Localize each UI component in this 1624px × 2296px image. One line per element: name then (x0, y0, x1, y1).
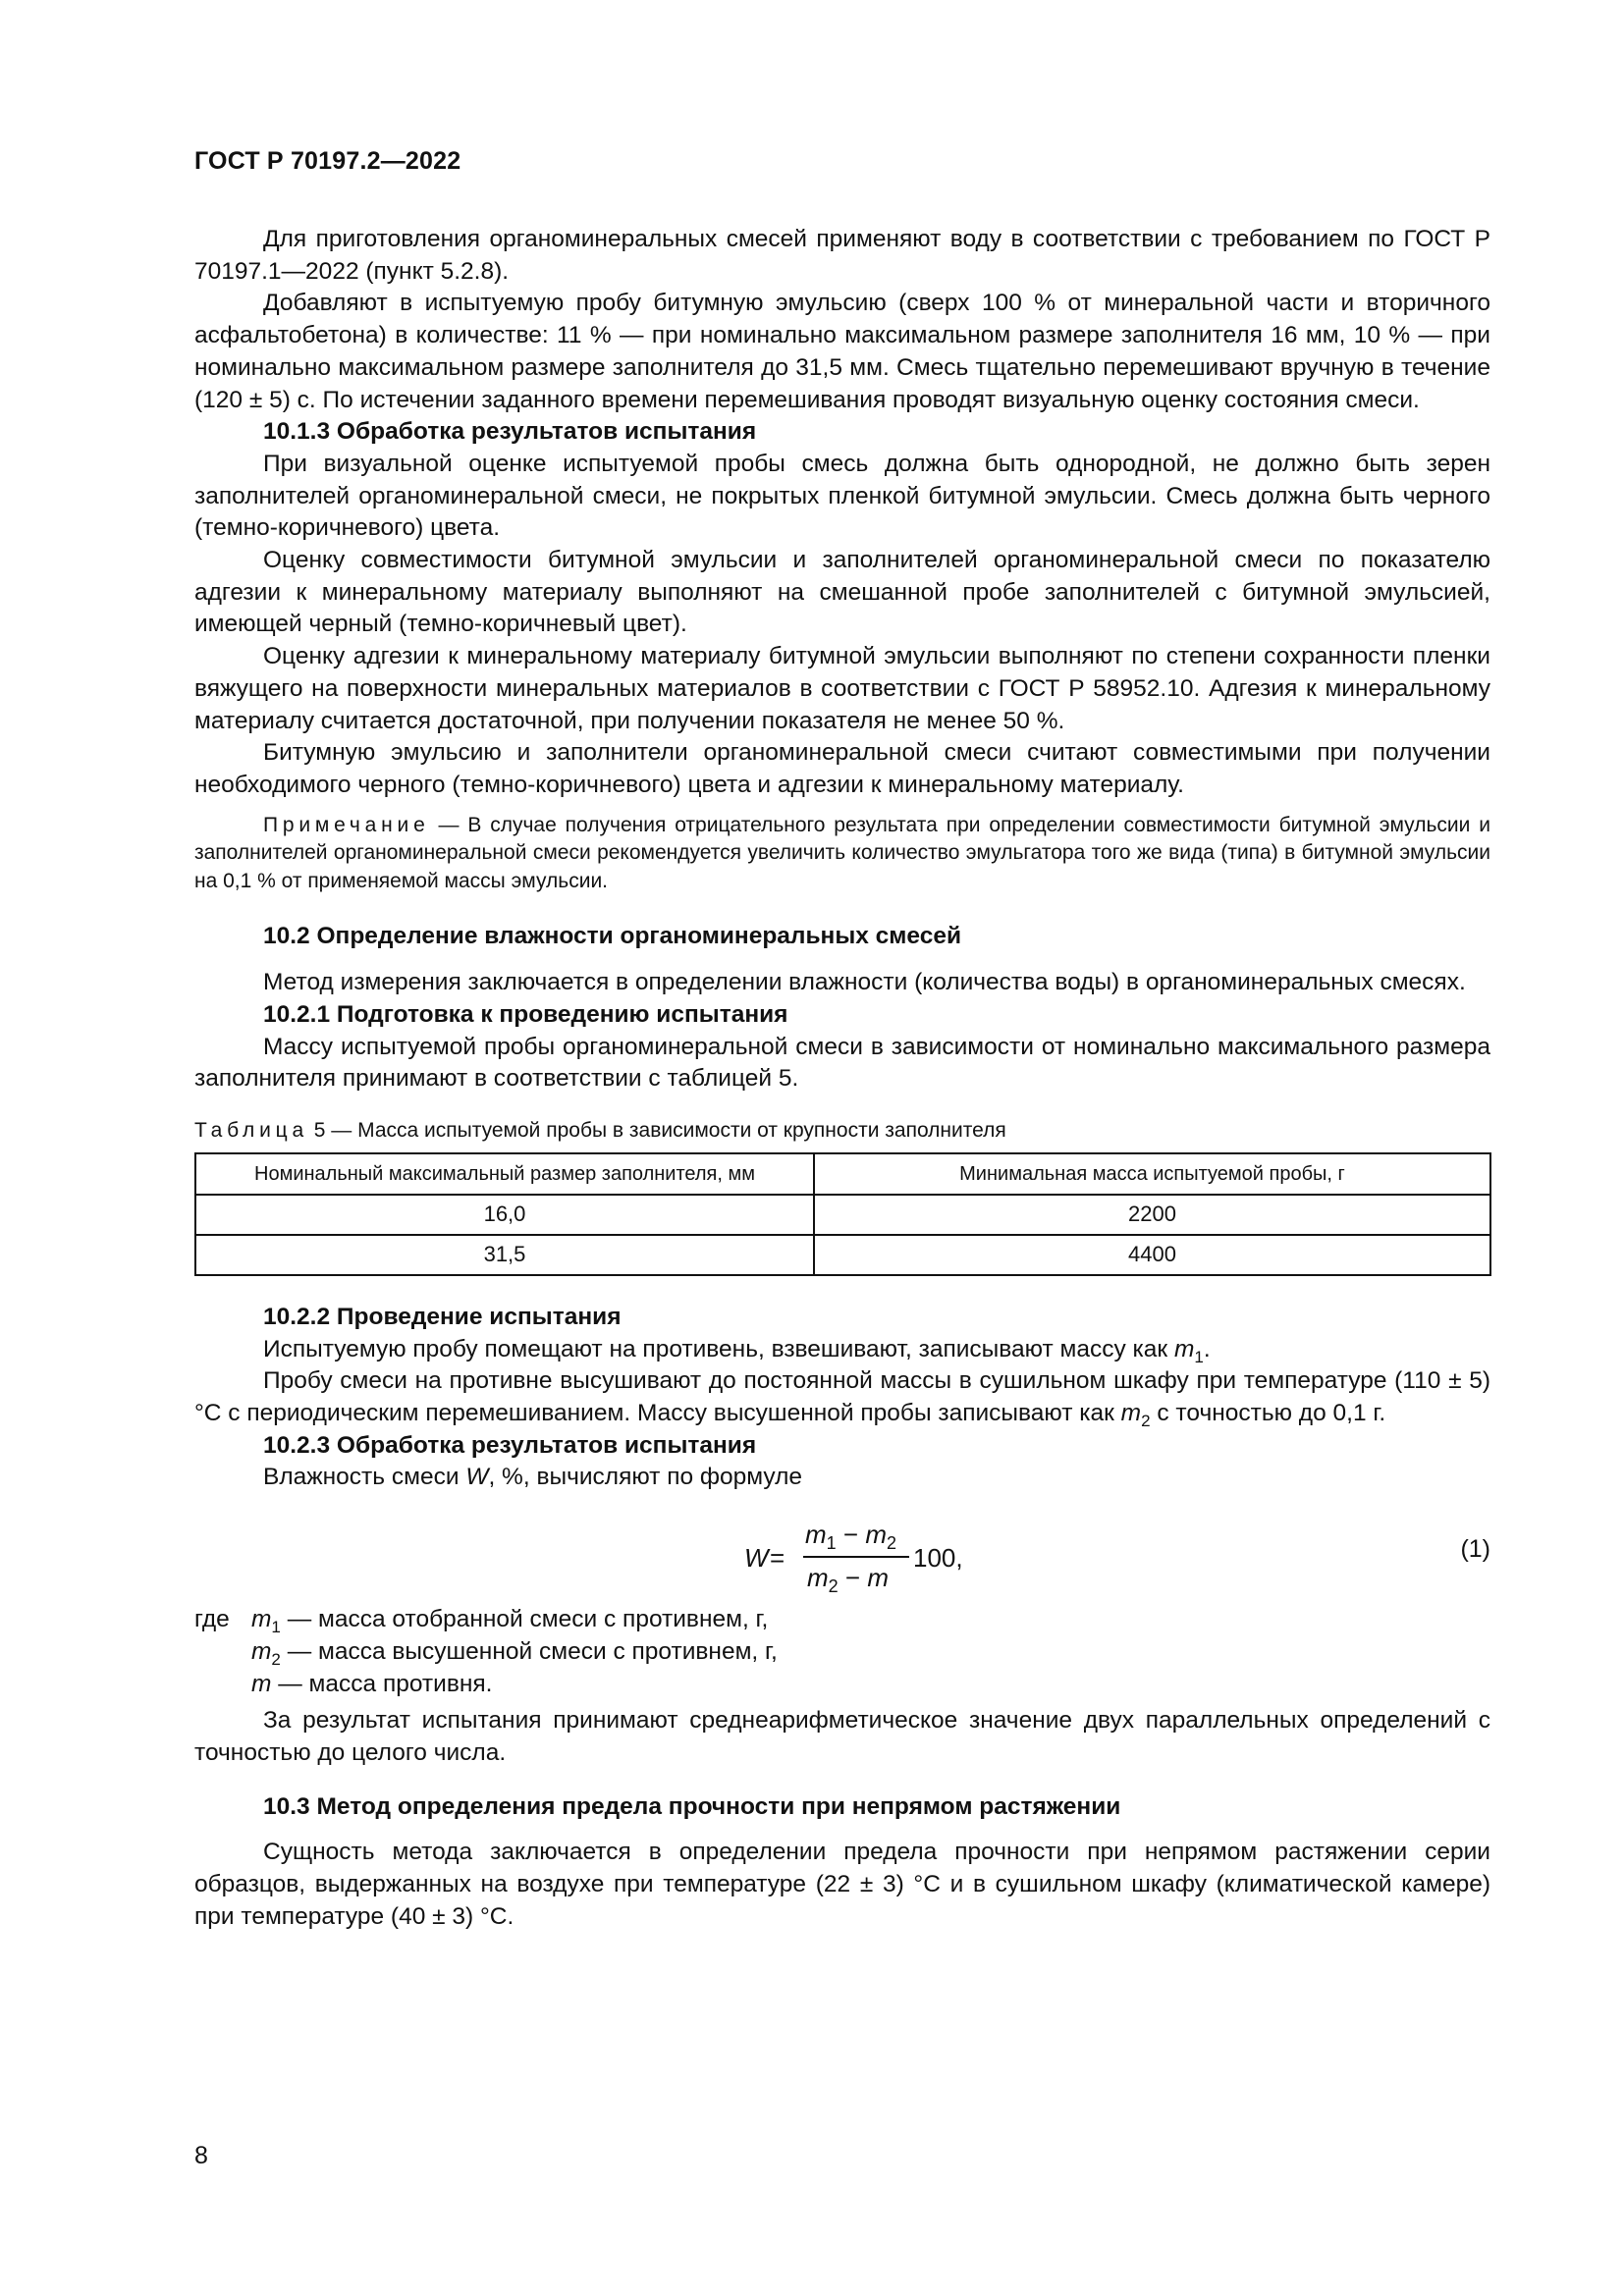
paragraph: Испытуемую пробу помещают на противень, взвешивают, записывают массу как $m_1$. (263, 1335, 1211, 1366)
table-header-cell: Минимальная масса испытуемой пробы, г (814, 1153, 1490, 1195)
subsection-heading-10-2-2: 10.2.2 Проведение испытания (263, 1303, 622, 1330)
variable: m (251, 1606, 272, 1633)
section-heading-10-3: 10.3 Метод определения предела прочности при непрямом растяжении (263, 1792, 1121, 1820)
document-header: ГОСТ Р 70197.2—2022 (194, 147, 461, 175)
paragraph: Оценку совместимости битумной эмульсии и заполнителей органоминеральной смеси по показателю адгезии к минеральному материалу выполняют на смешанной пробе заполнителей с битумной эмульсией, имеющей черный (темно-коричневый цвет). (194, 547, 1490, 638)
table-caption-text: 5 — Масса испытуемой пробы в зависимости от крупности заполнителя (307, 1118, 1006, 1142)
formula-numerator (805, 1520, 896, 1553)
sample-mass-table (194, 1152, 1491, 1276)
paragraph: Сущность метода заключается в определении предела прочности при непрямом растяжении серии образцов, выдержанных на воздухе при температуре (22 ± 3) °С и в сушильном шкафу (климатической камере) при температуре (40 ± 3) °С. (194, 1839, 1490, 1930)
paragraph: При визуальной оценке испытуемой пробы смесь должна быть однородной, не должно быть зерен заполнителей органоминеральной смеси, не покрытых пленкой битумной эмульсии. Смесь должна быть черного (темно-коричневого) цвета. (194, 450, 1490, 542)
table-caption (194, 1117, 1490, 1145)
note (194, 812, 1490, 896)
paragraph: Влажность смеси W, %, вычисляют по формуле (263, 1464, 803, 1491)
section-heading-10-2: 10.2 Определение влажности органоминеральных смесей (263, 923, 962, 950)
table-cell: 2200 (814, 1195, 1490, 1235)
variable: m (251, 1638, 272, 1666)
note-label: Примечание (263, 813, 430, 836)
subsection-heading-10-1-3: 10.1.3 Обработка результатов испытания (263, 418, 757, 446)
paragraph: Для приготовления органоминеральных смесей применяют воду в соответствии с требованием по ГОСТ Р 70197.1—2022 (пункт 5.2.8). (194, 226, 1490, 285)
table-row (195, 1235, 1490, 1275)
formula-block (194, 1500, 1490, 1596)
paragraph: Пробу смеси на противне высушивают до постоянной массы в сушильном шкафу при температуре (110 ± 5) °С с периодическим перемешиванием. Массу высушенной пробы записывают как $m_2$ с точностью до 0,1 г. (194, 1367, 1490, 1431)
variable: m (1173, 1335, 1195, 1362)
variable: m (251, 1671, 272, 1698)
formula-equals: = (770, 1543, 785, 1574)
table-cell: 16,0 (195, 1195, 814, 1235)
svg-text:m1 − m2: $m_1 - m_2$ (805, 1520, 897, 1554)
paragraph: Оценку адгезии к минеральному материалу битумной эмульсии выполняют по степени сохранности пленки вяжущего на поверхности минеральных материалов в соответствии с ГОСТ Р 58952.10. Адгезия к минеральному материалу считается достаточной, при получении показателя не менее 50 %. (194, 643, 1490, 734)
paragraph: Массу испытуемой пробы органоминеральной смеси в зависимости от номинально максимального размера заполнителя принимают в соответствии с таблицей 5. (194, 1033, 1490, 1093)
note-text: — В случае получения отрицательного результата при определении совместимости битумной эмульсии и заполнителей органоминеральной смеси рекомендуется увеличить количество эмульгатора того же вида (типа) в битумной эмульсии на 0,1 % от применяемой массы эмульсии. (194, 813, 1490, 892)
paragraph: Метод измерения заключается в определении влажности (количества воды) в органоминеральных смесях. (263, 969, 1466, 996)
table-row (195, 1195, 1490, 1235)
table-header-row (195, 1153, 1490, 1195)
formula-factor: 100, (913, 1543, 963, 1574)
table-caption-label: Таблица (194, 1118, 308, 1142)
equation-number: (1) (1460, 1535, 1490, 1564)
where-lead: где (194, 1606, 230, 1633)
table-header-cell: Номинальный максимальный размер заполнителя, мм (195, 1153, 814, 1195)
paragraph: Добавляют в испытуемую пробу битумную эмульсию (сверх 100 % от минеральной части и вторичного асфальтобетона) в количестве: 11 % — при номинально максимальном размере заполнителя 16 мм, 10 % — при номинально максимальном размере заполнителя до 31,5 мм. Смесь тщательно перемешивают вручную в течение (120 ± 5) с. По истечении заданного времени перемешивания проводят визуальную оценку состояния смеси. (194, 290, 1490, 413)
formula-denominator (807, 1563, 889, 1596)
variable: m (1120, 1400, 1142, 1427)
subsection-heading-10-2-1: 10.2.1 Подготовка к проведению испытания (263, 1000, 788, 1028)
formula-lhs: W (744, 1543, 769, 1574)
where-item: где $m_1$ — масса отобранной смеси с противнем, г, (194, 1606, 769, 1637)
document-body (194, 224, 1490, 1933)
table-cell: 4400 (814, 1235, 1490, 1275)
variable: W (465, 1464, 489, 1491)
moisture-formula (744, 1508, 1000, 1598)
subsection-heading-10-2-3: 10.2.3 Обработка результатов испытания (263, 1431, 757, 1459)
paragraph: Битумную эмульсию и заполнители органоминеральной смеси считают совместимыми при получении необходимого черного (темно-коричневого) цвета и адгезии к минеральному материалу. (194, 739, 1490, 798)
svg-text:m2 − m: $m_2 - m$ (807, 1563, 889, 1597)
page-number: 8 (194, 2142, 208, 2169)
table-cell: 31,5 (195, 1235, 814, 1275)
paragraph: За результат испытания принимают среднеарифметическое значение двух параллельных определений с точностью до целого числа. (194, 1707, 1490, 1766)
where-item: m — масса противня. (251, 1671, 493, 1698)
where-item: $m_2$ — масса высушенной смеси с противнем, г, (251, 1638, 778, 1670)
